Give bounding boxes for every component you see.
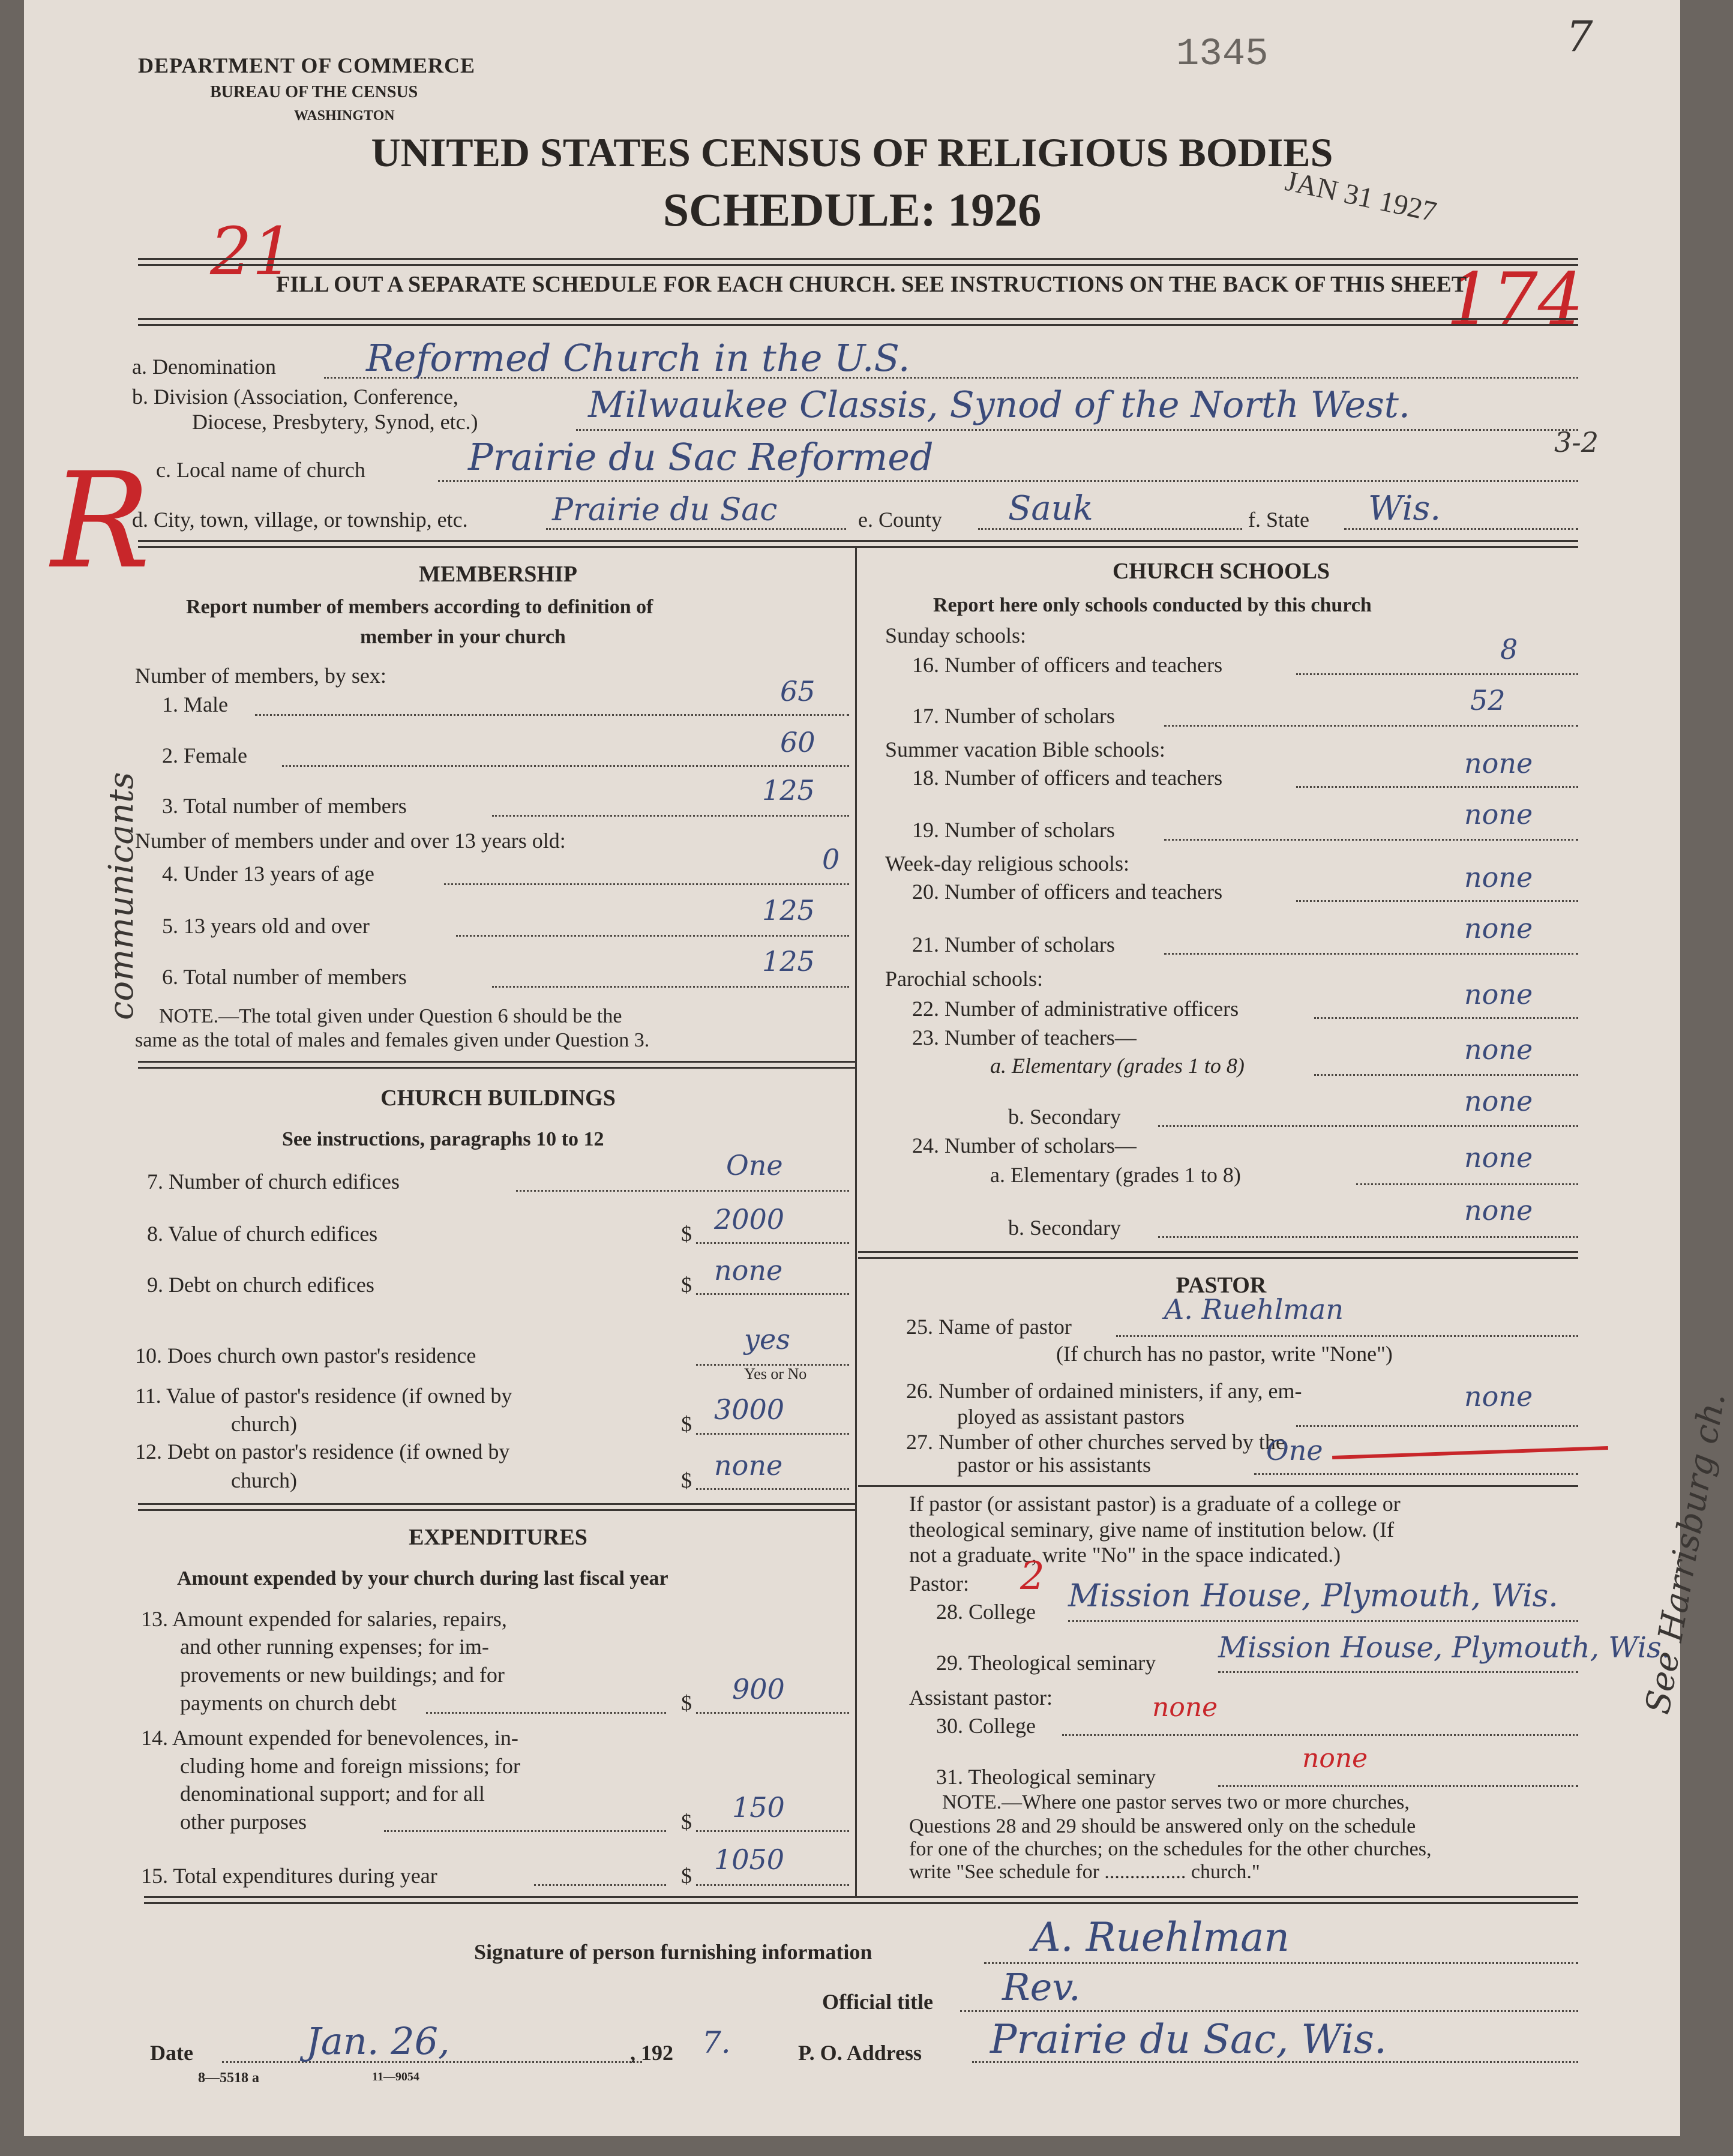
grad-note-3: not a graduate, write "No" in the space indicated.)	[909, 1543, 1341, 1567]
q6-label: 6. Total number of members	[162, 965, 407, 989]
q22-value: none	[1464, 978, 1533, 1010]
corner-mark: 7	[1566, 12, 1593, 61]
q24b-value: none	[1464, 1194, 1533, 1227]
city-label: d. City, town, village, or township, etc.	[132, 508, 468, 532]
summer-schools: Summer vacation Bible schools:	[885, 737, 1165, 761]
q13-label-4: payments on church debt	[180, 1691, 397, 1715]
pastor-label: Pastor:	[909, 1572, 970, 1596]
buildings-sub: See instructions, paragraphs 10 to 12	[282, 1128, 604, 1150]
q26-value: none	[1464, 1380, 1533, 1413]
q17-value: 52	[1470, 684, 1506, 716]
q7-value: One	[726, 1149, 783, 1182]
year-value: 7.	[702, 2025, 731, 2060]
membership-note-2: same as the total of males and females given under Question 3.	[135, 1029, 650, 1051]
pastor-title: PASTOR	[1176, 1273, 1267, 1298]
q25-label: 25. Name of pastor	[906, 1315, 1072, 1339]
q24b-label: b. Secondary	[1008, 1216, 1121, 1240]
state-value: Wis.	[1368, 489, 1441, 528]
q23a-label: a. Elementary (grades 1 to 8)	[990, 1054, 1245, 1078]
signature-label: Signature of person furnishing information	[474, 1940, 873, 1964]
denomination-value: Reformed Church in the U.S.	[366, 336, 910, 380]
q23a-value: none	[1464, 1033, 1533, 1066]
pastor-mark: 2	[1020, 1554, 1045, 1599]
q13-label-2: and other running expenses; for im-	[180, 1635, 489, 1659]
q30-label: 30. College	[936, 1714, 1036, 1738]
state-label: f. State	[1248, 508, 1309, 532]
q14-label-4: other purposes	[180, 1810, 307, 1834]
grad-note-1: If pastor (or assistant pastor) is a graduate of a college or	[909, 1492, 1401, 1516]
q24a-label: a. Elementary (grades 1 to 8)	[990, 1163, 1241, 1187]
form-number: 8—5518 a	[198, 2070, 259, 2086]
q27-label-2: pastor or his assistants	[957, 1453, 1151, 1477]
parochial-schools: Parochial schools:	[885, 967, 1043, 991]
q5-label: 5. 13 years old and over	[162, 914, 370, 938]
q9-value: none	[714, 1254, 783, 1287]
city-value: Prairie du Sac	[552, 492, 778, 528]
q8-dollar: $	[681, 1222, 692, 1246]
q1-value: 65	[780, 675, 815, 707]
q27-value: One	[1266, 1434, 1323, 1467]
q7-label: 7. Number of church edifices	[147, 1170, 400, 1194]
q14-value: 150	[732, 1791, 785, 1824]
serial-number: 1345	[1176, 33, 1269, 76]
sunday-schools: Sunday schools:	[885, 623, 1027, 647]
members-by-age: Number of members under and over 13 years old:	[135, 829, 566, 853]
church-name-value: Prairie du Sac Reformed	[468, 435, 934, 479]
q17-label: 17. Number of scholars	[912, 704, 1115, 728]
official-title-value: Rev.	[1002, 1965, 1081, 2009]
q18-value: none	[1464, 747, 1533, 779]
q14-label-1: 14. Amount expended for benevolences, in-	[141, 1726, 518, 1750]
q29-value: Mission House, Plymouth, Wis.	[1218, 1631, 1671, 1665]
q12-label-1: 12. Debt on pastor's residence (if owned by	[135, 1440, 510, 1464]
q15-dollar: $	[681, 1864, 692, 1888]
side-mark-r: R	[51, 444, 151, 598]
date-value: Jan. 26,	[306, 2019, 450, 2063]
schedule-title: SCHEDULE: 1926	[662, 184, 1042, 236]
communicants-note: communicants	[102, 772, 141, 1020]
q31-value: none	[1302, 1743, 1368, 1774]
members-by-sex: Number of members, by sex:	[135, 664, 386, 688]
q23-label: 23. Number of teachers—	[912, 1025, 1137, 1049]
q3-value: 125	[762, 774, 815, 806]
q25-value: A. Ruehlman	[1164, 1293, 1344, 1326]
q26-label-1: 26. Number of ordained ministers, if any, em-	[906, 1379, 1302, 1403]
q1-label: 1. Male	[162, 692, 228, 716]
q23b-label: b. Secondary	[1008, 1105, 1121, 1129]
q9-dollar: $	[681, 1273, 692, 1297]
q11-label-1: 11. Value of pastor's residence (if owned by	[135, 1384, 512, 1408]
yes-or-no-caption: Yes or No	[744, 1365, 807, 1383]
q11-dollar: $	[681, 1412, 692, 1436]
expenditures-title: EXPENDITURES	[409, 1525, 587, 1550]
date-label: Date	[150, 2041, 193, 2065]
q13-label-1: 13. Amount expended for salaries, repairs,	[141, 1607, 507, 1631]
q28-value: Mission House, Plymouth, Wis.	[1068, 1578, 1558, 1614]
assistant-label: Assistant pastor:	[909, 1686, 1053, 1710]
official-title-label: Official title	[822, 1990, 933, 2014]
q31-label: 31. Theological seminary	[936, 1765, 1156, 1789]
po-address-label: P. O. Address	[798, 2041, 922, 2065]
form-title: UNITED STATES CENSUS OF RELIGIOUS BODIES	[371, 130, 1333, 175]
q14-label-3: denominational support; and for all	[180, 1782, 485, 1806]
q24-label: 24. Number of scholars—	[912, 1134, 1137, 1158]
q20-value: none	[1464, 861, 1533, 893]
city-line: WASHINGTON	[294, 108, 395, 124]
census-schedule-sheet	[24, 0, 1733, 2136]
q10-value: yes	[744, 1323, 790, 1356]
mark-right: 174	[1446, 258, 1584, 341]
pastor-note-1: NOTE.—Where one pastor serves two or more churches,	[942, 1791, 1410, 1813]
q11-label-2: church)	[231, 1412, 297, 1436]
buildings-title: CHURCH BUILDINGS	[380, 1086, 616, 1111]
q6-value: 125	[762, 945, 815, 977]
q2-value: 60	[780, 726, 815, 758]
department-line: DEPARTMENT OF COMMERCE	[138, 53, 476, 77]
q4-label: 4. Under 13 years of age	[162, 862, 374, 886]
q2-label: 2. Female	[162, 743, 247, 767]
membership-title: MEMBERSHIP	[419, 562, 577, 587]
received-stamp: JAN 31 1927	[1282, 164, 1440, 229]
q24a-value: none	[1464, 1141, 1533, 1174]
q29-label: 29. Theological seminary	[936, 1651, 1156, 1675]
q5-value: 125	[762, 894, 815, 926]
pastor-note-3: for one of the churches; on the schedules for the other churches,	[909, 1838, 1432, 1860]
mark-left: 21	[210, 213, 294, 290]
q27-label-1: 27. Number of other churches served by the	[906, 1430, 1285, 1454]
division-value: Milwaukee Classis, Synod of the North West.	[588, 384, 1410, 426]
q28-label: 28. College	[936, 1600, 1036, 1624]
q25-note: (If church has no pastor, write "None")	[1056, 1342, 1393, 1366]
q12-label-2: church)	[231, 1468, 297, 1492]
q21-label: 21. Number of scholars	[912, 932, 1115, 956]
q23b-value: none	[1464, 1085, 1533, 1117]
q14-label-2: cluding home and foreign missions; for	[180, 1754, 520, 1778]
po-address-value: Prairie du Sac, Wis.	[990, 2016, 1387, 2062]
weekday-schools: Week-day religious schools:	[885, 851, 1130, 875]
print-number: 11—9054	[372, 2070, 419, 2083]
division-label-1: b. Division (Association, Conference,	[132, 385, 458, 409]
denomination-label: a. Denomination	[132, 355, 276, 379]
schools-sub: Report here only schools conducted by this church	[933, 594, 1372, 616]
membership-sub-2: member in your church	[360, 626, 566, 648]
q19-label: 19. Number of scholars	[912, 818, 1115, 842]
expenditures-sub: Amount expended by your church during last fiscal year	[177, 1567, 668, 1590]
q13-value: 900	[732, 1673, 785, 1705]
signature-value: A. Ruehlman	[1032, 1914, 1290, 1960]
q10-label: 10. Does church own pastor's residence	[135, 1344, 476, 1368]
membership-note-1: NOTE.—The total given under Question 6 should be the	[159, 1005, 622, 1027]
q9-label: 9. Debt on church edifices	[147, 1273, 374, 1297]
q12-dollar: $	[681, 1468, 692, 1492]
q11-value: 3000	[714, 1393, 785, 1426]
harrisburg-note: See Harrisburg ch.	[1638, 1389, 1733, 1717]
q12-value: none	[714, 1449, 783, 1482]
q22-label: 22. Number of administrative officers	[912, 997, 1239, 1021]
q19-value: none	[1464, 798, 1533, 830]
code-mark: 3-2	[1554, 426, 1599, 458]
q3-label: 3. Total number of members	[162, 794, 407, 818]
church-name-label: c. Local name of church	[156, 458, 365, 482]
q26-label-2: ployed as assistant pastors	[957, 1405, 1185, 1429]
q8-label: 8. Value of church edifices	[147, 1222, 378, 1246]
q8-value: 2000	[714, 1203, 785, 1236]
pastor-note-2: Questions 28 and 29 should be answered only on the schedule	[909, 1815, 1416, 1837]
q30-value: none	[1152, 1692, 1218, 1723]
year-prefix: , 192	[630, 2041, 673, 2065]
q21-value: none	[1464, 912, 1533, 944]
q14-dollar: $	[681, 1810, 692, 1834]
county-label: e. County	[858, 508, 942, 532]
q16-value: 8	[1500, 633, 1518, 665]
q13-label-3: provements or new buildings; and for	[180, 1663, 505, 1687]
q4-value: 0	[822, 843, 840, 875]
instruction-banner: FILL OUT A SEPARATE SCHEDULE FOR EACH CHURCH. SEE INSTRUCTIONS ON THE BACK OF THIS SHEET	[276, 272, 1467, 297]
q15-label: 15. Total expenditures during year	[141, 1864, 437, 1888]
pastor-note-4: write "See schedule for ................ church."	[909, 1861, 1260, 1883]
grad-note-2: theological seminary, give name of institution below. (If	[909, 1518, 1395, 1542]
q18-label: 18. Number of officers and teachers	[912, 766, 1223, 790]
q20-label: 20. Number of officers and teachers	[912, 880, 1223, 904]
membership-sub-1: Report number of members according to definition of	[186, 596, 653, 618]
q16-label: 16. Number of officers and teachers	[912, 653, 1223, 677]
q15-value: 1050	[714, 1843, 785, 1876]
division-label-2: Diocese, Presbytery, Synod, etc.)	[192, 410, 478, 434]
schools-title: CHURCH SCHOOLS	[1112, 559, 1330, 584]
q13-dollar: $	[681, 1691, 692, 1715]
county-value: Sauk	[1008, 489, 1093, 528]
strike-line	[1332, 1446, 1608, 1459]
bureau-line: BUREAU OF THE CENSUS	[210, 83, 418, 101]
